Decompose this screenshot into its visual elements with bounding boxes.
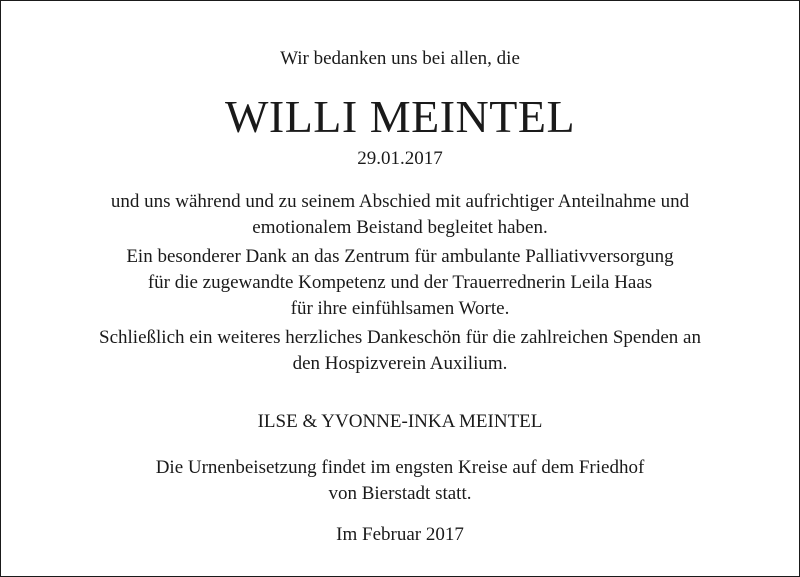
special-thanks-line: für ihre einfühlsamen Worte. — [290, 298, 510, 319]
signers: ILSE & YVONNE-INKA MEINTEL — [257, 411, 543, 432]
closing-date: Im Februar 2017 — [336, 524, 464, 545]
donations-thanks-line: den Hospizverein Auxilium. — [292, 353, 508, 374]
thanks-paragraph-line: emotionalem Beistand begleitet haben. — [252, 217, 548, 238]
date-of-death: 29.01.2017 — [357, 148, 443, 169]
special-thanks-line: für die zugewandte Kompetenz und der Trauerrednerin Leila Haas — [147, 272, 653, 293]
intro-text: Wir bedanken uns bei allen, die — [280, 48, 520, 69]
burial-info-line: Die Urnenbeisetzung findet im engsten Kreise auf dem Friedhof — [155, 457, 645, 478]
thanks-paragraph-line: und uns während und zu seinem Abschied mit aufrichtiger Anteilnahme und — [110, 191, 690, 212]
donations-thanks-line: Schließlich ein weiteres herzliches Dankeschön für die zahlreichen Spenden an — [99, 327, 701, 348]
burial-info-line: von Bierstadt statt. — [328, 483, 472, 504]
special-thanks-line: Ein besonderer Dank an das Zentrum für ambulante Palliativversorgung — [126, 246, 674, 267]
deceased-name: WILLI MEINTEL — [224, 91, 576, 142]
